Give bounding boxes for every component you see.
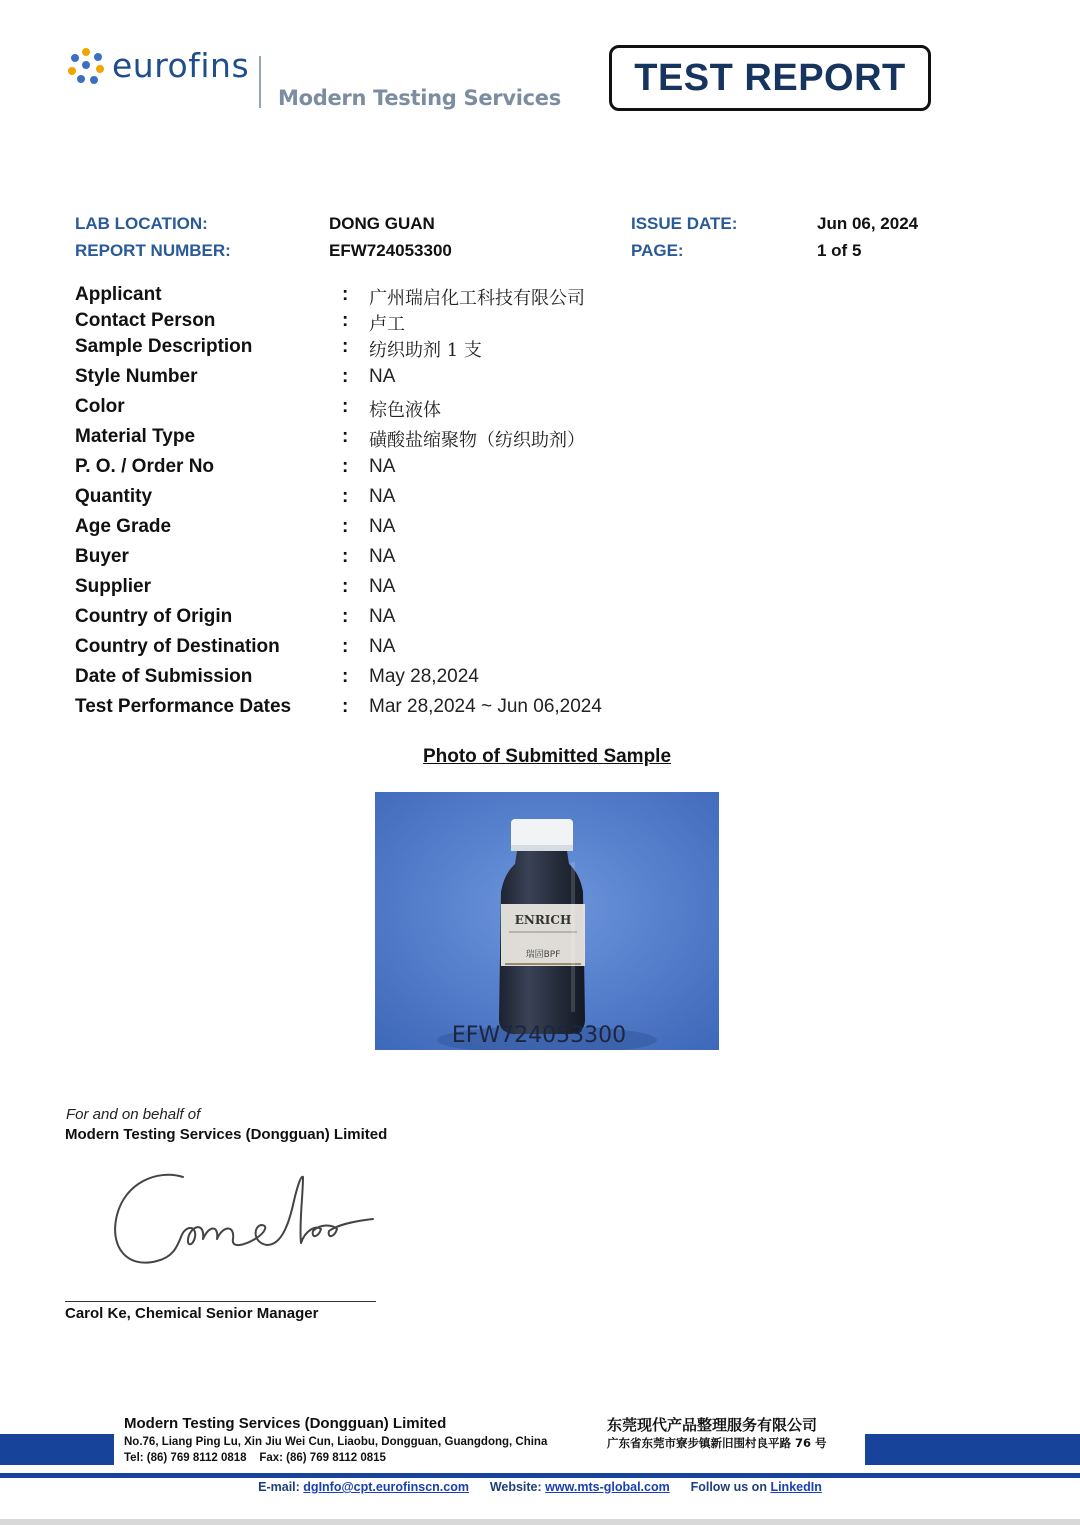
sample-photo — [375, 792, 719, 1050]
field-colon: : — [342, 696, 349, 717]
report-number-value: EFW724053300 — [329, 241, 452, 260]
field-label: Color — [75, 396, 125, 417]
footer-tel-fax: Tel: (86) 769 8112 0818 Fax: (86) 769 8112 0815 — [124, 1452, 386, 1464]
field-row-quantity — [75, 486, 975, 512]
footer-contact-line — [0, 1480, 1080, 1494]
field-label: Sample Description — [75, 336, 253, 357]
field-colon: : — [342, 396, 349, 417]
report-number-label: REPORT NUMBER: — [75, 241, 231, 260]
field-label: Quantity — [75, 486, 153, 507]
field-label: Supplier — [75, 576, 152, 597]
footer-band-line — [0, 1473, 1080, 1478]
footer-address-en: No.76, Liang Ping Lu, Xin Jiu Wei Cun, Liaobu, Dongguan, Guangdong, China — [124, 1436, 548, 1448]
field-label: Age Grade — [75, 516, 172, 537]
field-colon: : — [342, 456, 349, 477]
lab-location-value: DONG GUAN — [329, 214, 435, 233]
field-value: 磺酸盐缩聚物（纺织助剂） — [369, 430, 585, 451]
photo-heading: Photo of Submitted Sample — [422, 746, 672, 767]
lab-location-label: LAB LOCATION: — [75, 214, 208, 233]
signature-line — [65, 1301, 376, 1302]
field-row-age-grade — [75, 516, 975, 542]
field-colon: : — [342, 516, 349, 537]
field-value: NA — [369, 486, 396, 507]
field-value: 棕色液体 — [369, 400, 441, 421]
field-colon: : — [342, 546, 349, 567]
eurofins-logo — [68, 46, 249, 85]
field-colon: : — [342, 666, 349, 687]
bottle-illustration — [375, 792, 719, 1050]
report-title: TEST REPORT — [609, 45, 931, 111]
field-value: 卢工 — [369, 314, 405, 335]
issue-date-label: ISSUE DATE: — [631, 214, 738, 233]
field-value: Mar 28,2024 ~ Jun 06,2024 — [369, 696, 602, 717]
footer-band-right — [865, 1434, 1080, 1465]
field-colon: : — [342, 636, 349, 657]
bottle-subtitle: 瑞固BPF — [525, 950, 561, 960]
field-value: NA — [369, 636, 396, 657]
field-label: Style Number — [75, 366, 198, 387]
field-row-po-order — [75, 456, 975, 482]
field-label: Material Type — [75, 426, 196, 447]
field-colon: : — [342, 284, 349, 305]
field-row-country-destination — [75, 636, 975, 662]
field-value: 广州瑞启化工科技有限公司 — [369, 288, 585, 309]
field-label: Country of Destination — [75, 636, 280, 657]
website-link[interactable]: www.mts-global.com — [545, 1480, 670, 1494]
footer-band-left — [0, 1434, 114, 1465]
field-value: May 28,2024 — [369, 666, 479, 687]
field-value: NA — [369, 576, 396, 597]
email-link[interactable]: dgInfo@cpt.eurofinscn.com — [303, 1480, 469, 1494]
signing-company: Modern Testing Services (Dongguan) Limited — [65, 1126, 388, 1143]
page-value: 1 of 5 — [817, 241, 862, 260]
field-colon: : — [342, 426, 349, 447]
eurofins-dots-icon — [68, 48, 104, 84]
photo-caption: EFW724053300 — [451, 1023, 627, 1048]
field-row-buyer — [75, 546, 975, 572]
field-colon: : — [342, 336, 349, 357]
field-label: Country of Origin — [75, 606, 233, 627]
field-label: Buyer — [75, 546, 129, 567]
field-value: NA — [369, 366, 396, 387]
field-colon: : — [342, 576, 349, 597]
field-label: Contact Person — [75, 310, 216, 331]
field-value: NA — [369, 606, 396, 627]
footer-company-en: Modern Testing Services (Dongguan) Limited — [124, 1415, 447, 1432]
logo-wordmark: eurofins — [112, 46, 250, 85]
logo-subtitle: Modern Testing Services — [278, 86, 561, 110]
field-value: NA — [369, 546, 396, 567]
field-colon: : — [342, 486, 349, 507]
field-row-date-submission — [75, 666, 975, 692]
field-value: NA — [369, 456, 396, 477]
linkedin-link[interactable]: LinkedIn — [770, 1480, 822, 1494]
field-row-supplier — [75, 576, 975, 602]
field-value: 纺织助剂 1 支 — [369, 340, 482, 361]
field-colon: : — [342, 366, 349, 387]
field-row-applicant — [75, 284, 975, 310]
issue-date-value: Jun 06, 2024 — [817, 214, 919, 233]
website-label: Website: — [489, 1480, 542, 1494]
field-row-material-type — [75, 426, 975, 452]
field-row-test-dates — [75, 696, 975, 722]
field-label: Date of Submission — [75, 666, 253, 687]
field-colon: : — [342, 310, 349, 331]
field-row-style-number — [75, 366, 975, 392]
field-row-country-origin — [75, 606, 975, 632]
footer-address-cn: 广东省东莞市寮步镇新旧围村良平路 76 号 — [607, 1436, 827, 1450]
field-row-sample-description — [75, 336, 975, 362]
field-row-color — [75, 396, 975, 422]
field-label: P. O. / Order No — [75, 456, 215, 477]
email-label: E-mail: — [258, 1480, 300, 1494]
footer-company-cn: 东莞现代产品整理服务有限公司 — [607, 1416, 818, 1434]
field-colon: : — [342, 606, 349, 627]
signer-name: Carol Ke, Chemical Senior Manager — [65, 1305, 319, 1322]
page-label: PAGE: — [631, 241, 684, 260]
handwritten-signature — [105, 1165, 385, 1275]
follow-label: Follow us on — [690, 1480, 767, 1494]
bottle-brand: ENRICH — [514, 913, 572, 927]
on-behalf-text: For and on behalf of — [66, 1106, 201, 1123]
field-label: Test Performance Dates — [75, 696, 292, 717]
field-value: NA — [369, 516, 396, 537]
logo-divider — [259, 56, 261, 108]
field-row-contact-person — [75, 310, 975, 336]
bottom-strip — [0, 1519, 1080, 1525]
field-label: Applicant — [75, 284, 162, 305]
